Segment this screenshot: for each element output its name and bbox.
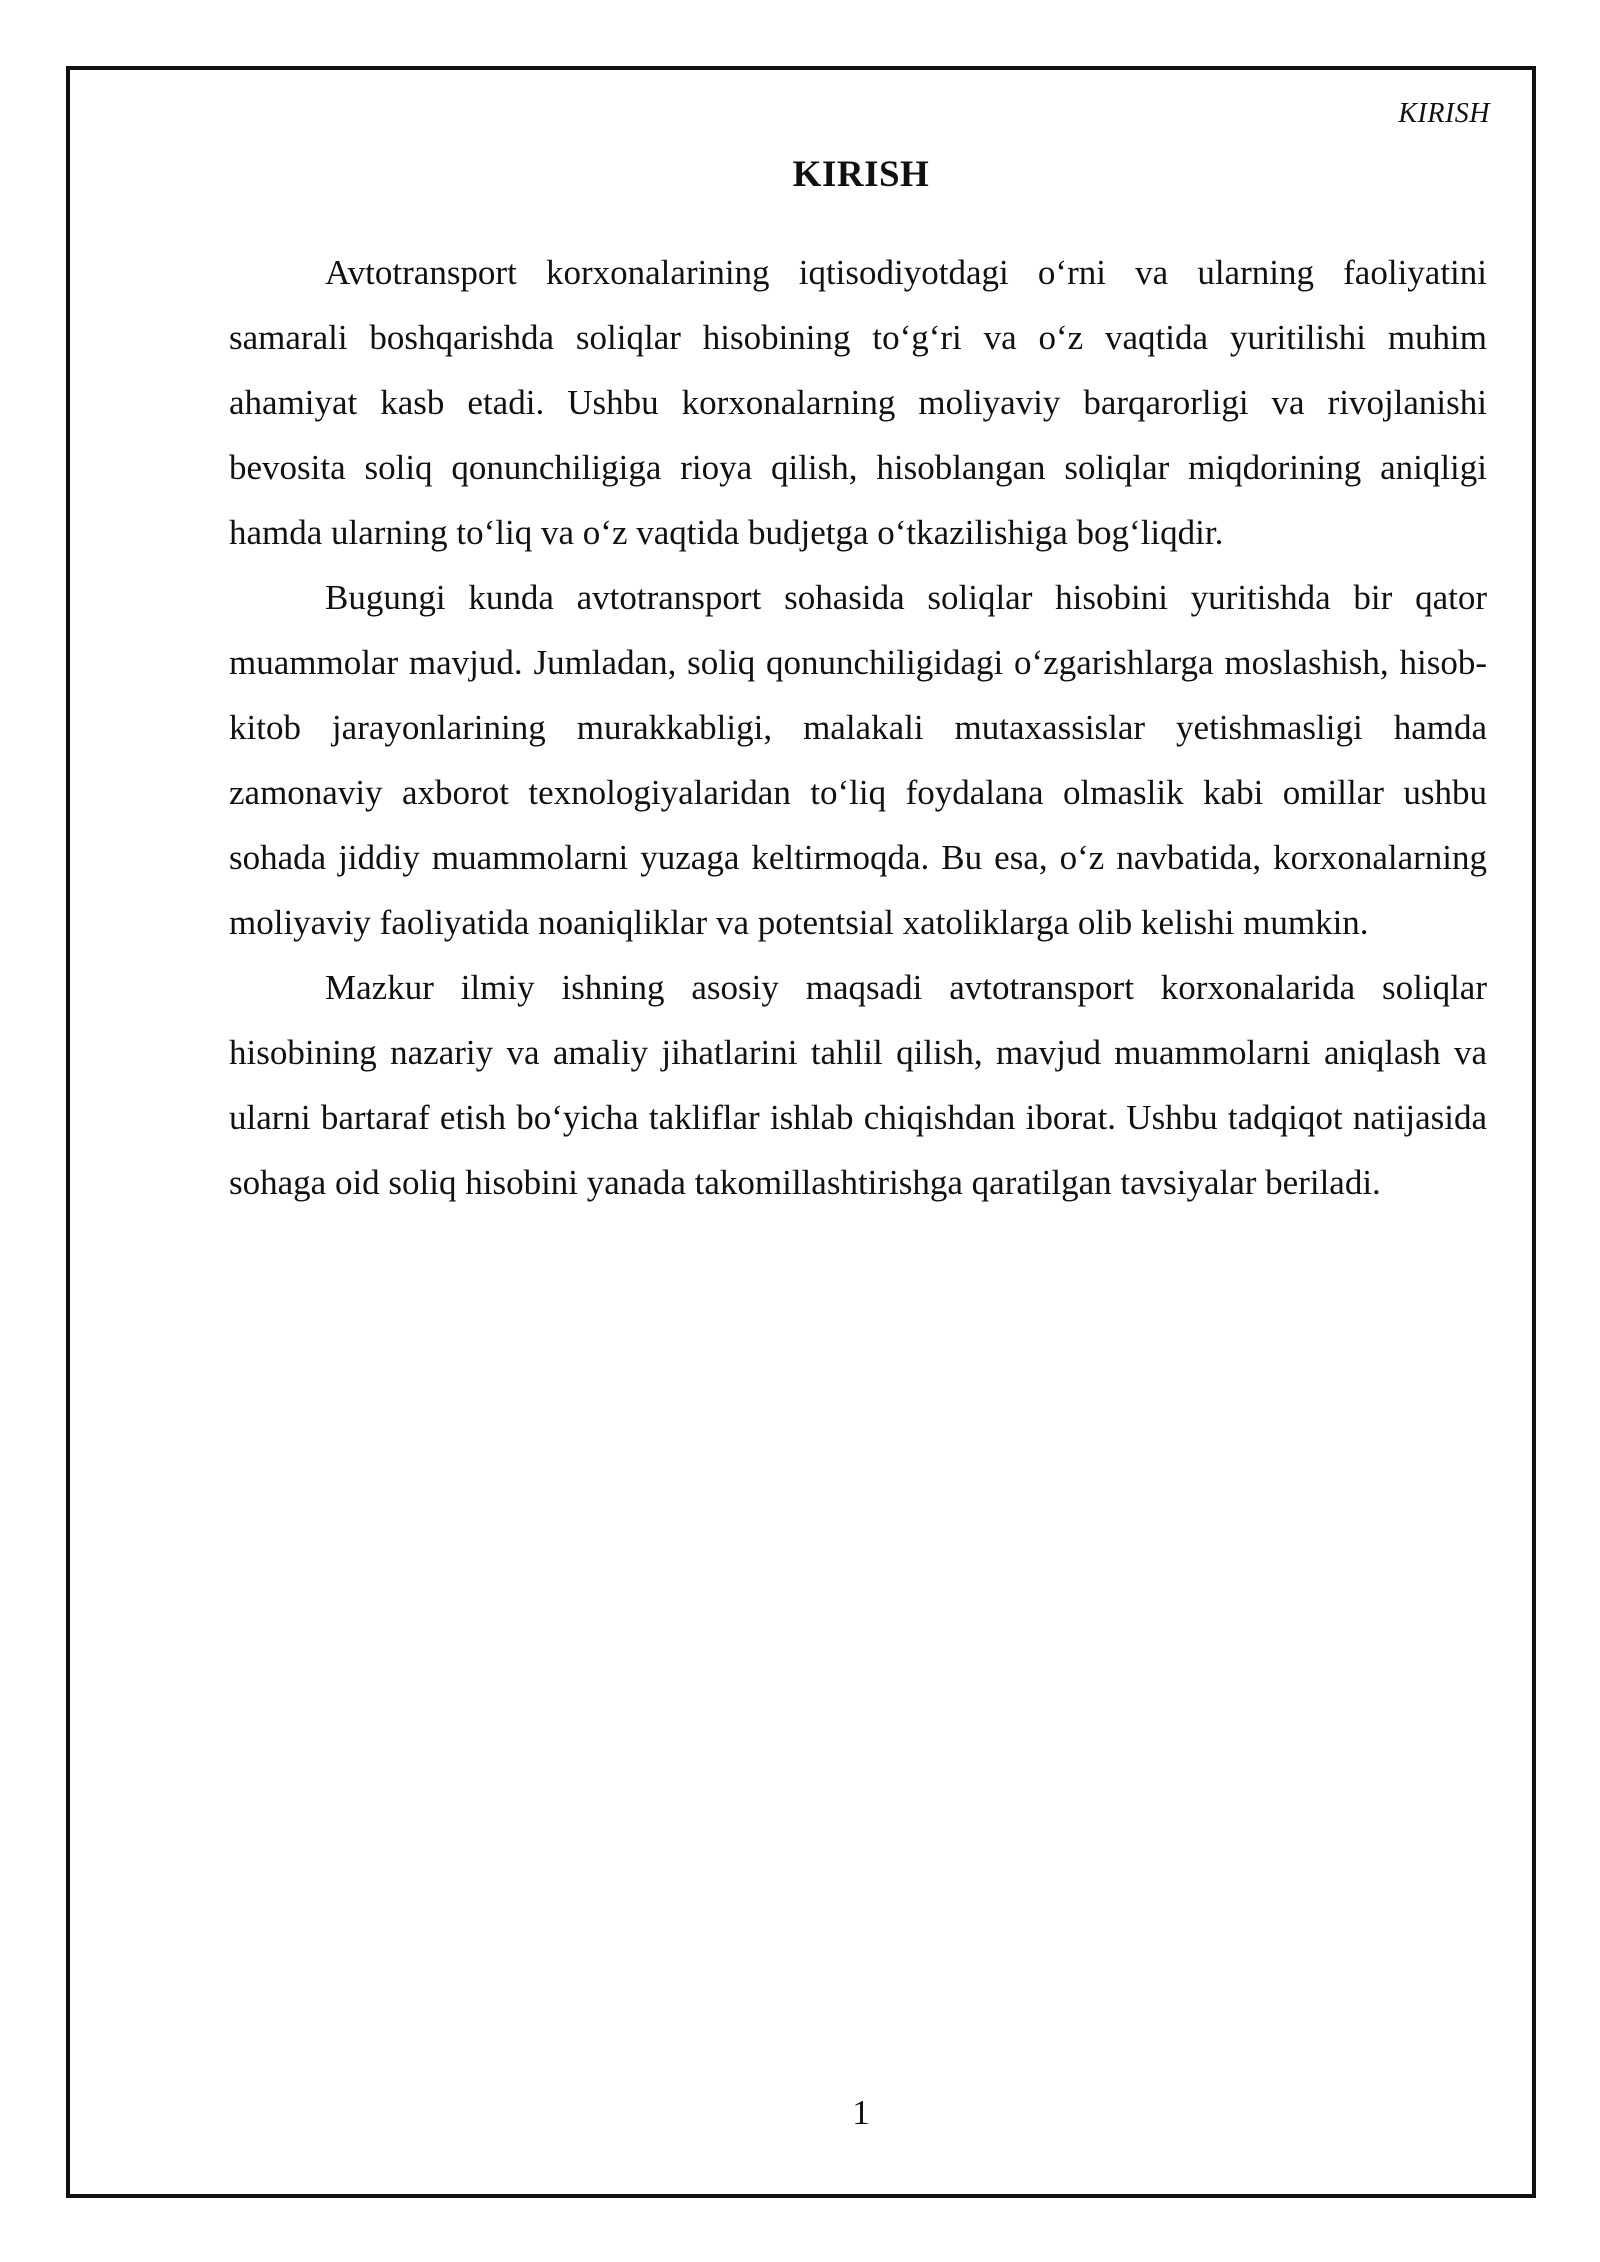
paragraph: Mazkur ilmiy ishning asosiy maqsadi avtotransport korxonalarida soliqlar hisobining nazariy va amaliy jihatlarini tahlil qilish, mavjud muammolarni aniqlash va ularni bartaraf etish bo‘yicha takliflar ishlab chiqishdan iborat. Ushbu tadqiqot natijasida sohaga oid soliq hisobini yanada takomillashtirishga qaratilgan tavsiyalar beriladi.	[229, 968, 1487, 1202]
running-header: KIRISH	[1398, 98, 1490, 129]
document-body	[229, 240, 1487, 1215]
paragraph: Bugungi kunda avtotransport sohasida soliqlar hisobini yuritishda bir qator muammolar mavjud. Jumladan, soliq qonunchiligidagi o‘zgarishlarga moslashish, hisob-kitob jarayonlarining murakkabligi, malakali mutaxassislar yetishmasligi hamda zamonaviy axborot texnologiyalaridan to‘liq foydalana olmaslik kabi omillar ushbu sohada jiddiy muammolarni yuzaga keltirmoqda. Bu esa, o‘z navbatida, korxonalarning moliyaviy faoliyatida noaniqliklar va potentsial xatoliklarga olib kelishi mumkin.	[229, 578, 1487, 942]
document-title: KIRISH	[792, 154, 930, 195]
paragraph: Avtotransport korxonalarining iqtisodiyotdagi o‘rni va ularning faoliyatini samarali boshqarishda soliqlar hisobining to‘g‘ri va o‘z vaqtida yuritilishi muhim ahamiyat kasb etadi. Ushbu korxonalarning moliyaviy barqarorligi va rivojlanishi bevosita soliq qonunchiligiga rioya qilish, hisoblangan soliqlar miqdorining aniqligi hamda ularning to‘liq va o‘z vaqtida budjetga o‘tkazilishiga bog‘liqdir.	[229, 253, 1487, 552]
page-number: 1	[852, 2093, 870, 2132]
